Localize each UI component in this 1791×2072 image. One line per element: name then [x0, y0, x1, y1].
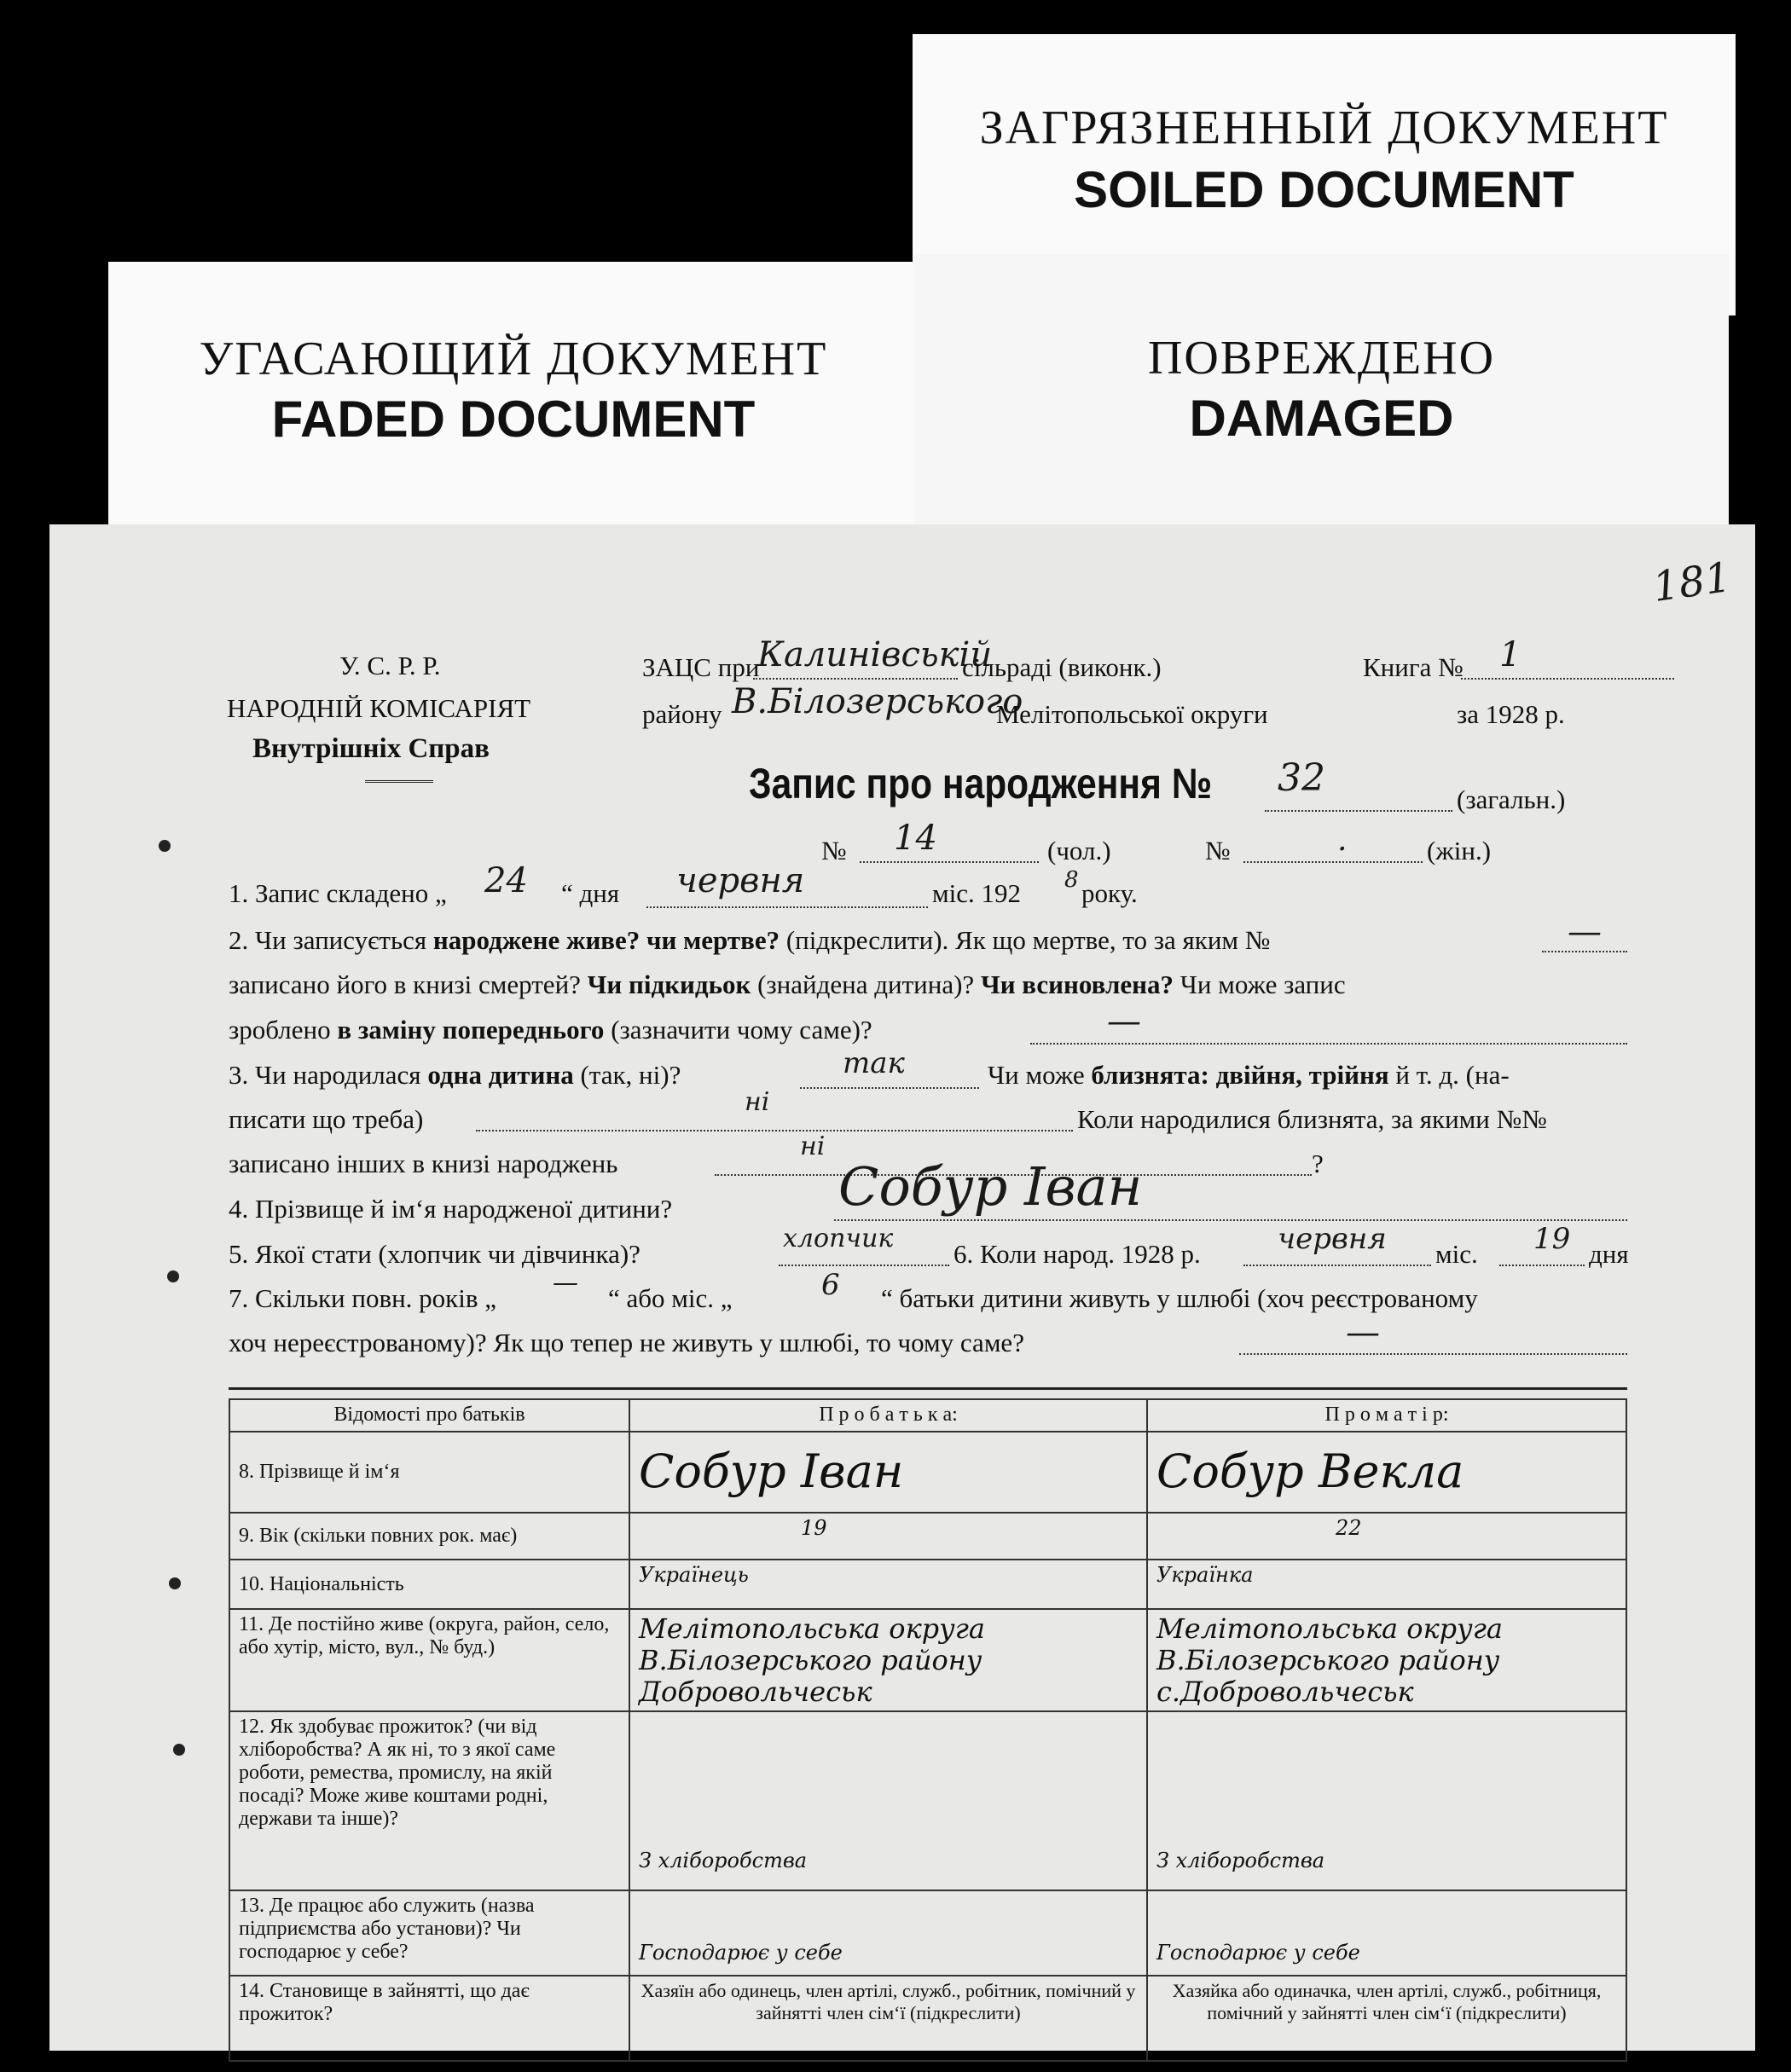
usrr-label: У. С. Р. Р. — [339, 651, 441, 680]
chol-value: 14 — [894, 819, 937, 858]
chol-label: (чол.) — [1047, 836, 1111, 865]
kniga-line — [1461, 678, 1674, 680]
zats-value: Калинівській — [757, 635, 993, 674]
child-name: Собур Іван — [838, 1155, 1143, 1218]
row-label: 12. Як здобуває прожиток? (чи від хліборобства? А як ні, то з якої саме роботи, ремества, промислу, на якій посаді? Може живе коштами родні, держави та інше)? — [229, 1711, 629, 1890]
item3-q: ? — [1312, 1149, 1324, 1178]
item2-death-no: — — [1568, 912, 1602, 952]
faded-ru-label: УГАСАЮЩИЙ ДОКУМЕНТ — [199, 333, 828, 385]
mother-residence: Мелітопольська округа В.Білозерського району с.Добровольчеськ — [1147, 1609, 1626, 1711]
damaged-ru-label: ПОВРЕЖДЕНО — [1147, 332, 1496, 385]
item1-label: 1. Запис складено „ — [229, 878, 447, 908]
mother-name: Собур Векла — [1147, 1432, 1626, 1513]
faded-document-card — [108, 262, 919, 560]
damaged-en-label: DAMAGED — [1189, 390, 1454, 447]
table-row — [229, 1560, 1626, 1609]
kniga-value: 1 — [1499, 635, 1521, 674]
mother-age: 22 — [1147, 1513, 1626, 1560]
father-nationality: Українець — [629, 1560, 1147, 1609]
item1-mis: міс. 192 — [932, 878, 1021, 908]
item3-line3: записано інших в книзі народжень — [229, 1149, 618, 1178]
record-title: Запис про народження № — [749, 760, 1213, 807]
rayonu-value: В.Білозерського — [732, 682, 1023, 721]
birth-month: червня — [1278, 1222, 1387, 1256]
item1-month: червня — [676, 861, 805, 900]
item2-line3: зроблено в заміну попереднього (зазначити чому саме)? — [229, 1015, 872, 1045]
punch-hole — [167, 1270, 179, 1282]
record-number-line — [1265, 810, 1452, 812]
table-header-row — [229, 1399, 1626, 1432]
parents-table — [229, 1398, 1627, 2062]
header-divider — [365, 780, 433, 783]
table-row — [229, 1711, 1626, 1890]
item6-mis: міс. — [1435, 1239, 1478, 1269]
zhin-no-label: № — [1205, 836, 1231, 865]
birth-month-line — [1243, 1265, 1431, 1266]
father-livelihood: З хліборобства — [629, 1711, 1147, 1890]
silradi-label: сільраді (виконк.) — [962, 652, 1162, 682]
item3-line2b: Коли народилися близнята, за якими №№ — [1077, 1104, 1547, 1134]
kniga-label: Книга № — [1363, 652, 1464, 682]
table-top-rule — [229, 1387, 1627, 1390]
chol-line — [860, 861, 1039, 863]
record-number: 32 — [1278, 756, 1325, 800]
mother-nationality: Українка — [1147, 1560, 1626, 1609]
mother-workplace: Господарює у себе — [1147, 1890, 1626, 1976]
damaged-card — [914, 254, 1729, 553]
marriage-reason-line — [1239, 1353, 1627, 1355]
item1-den: “ дня — [561, 878, 620, 908]
row-label: 10. Національність — [229, 1560, 629, 1609]
chol-no-label: № — [821, 836, 847, 865]
punch-hole — [159, 840, 171, 852]
item3-single: так — [843, 1046, 905, 1080]
father-name: Собур Іван — [629, 1432, 1147, 1513]
item1-roku: року. — [1081, 878, 1138, 908]
item2-replacement-line — [1030, 1043, 1627, 1045]
item3-line1a: 3. Чи народилася одна дитина (так, ні)? — [229, 1060, 681, 1090]
birth-record-sheet — [49, 524, 1755, 2051]
corner-number: 181 — [1649, 553, 1735, 612]
marriage-years: — — [553, 1268, 578, 1298]
zagal-label: (загальн.) — [1457, 784, 1566, 814]
item7-a: 7. Скільки повн. років „ — [229, 1283, 496, 1313]
item7-line2: хоч нереєстрованому)? Як що тепер не живуть у шлюбі, то чому саме? — [229, 1328, 1024, 1357]
item2-line1: 2. Чи записується народжене живе? чи мертве? (підкреслити). Як що мертве, то за яким № — [229, 925, 1271, 955]
soiled-ru-label: ЗАГРЯЗНЕННЫЙ ДОКУМЕНТ — [979, 101, 1669, 154]
row-label: 13. Де працює або служить (назва підприємства або установи)? Чи господарює у себе? — [229, 1890, 629, 1976]
item1-month-line — [646, 906, 928, 908]
zhin-line — [1243, 861, 1423, 863]
table-row — [229, 1609, 1626, 1711]
row-label: 9. Вік (скільки повних рок. має) — [229, 1513, 629, 1560]
item7-b: “ або міс. „ — [608, 1283, 733, 1313]
father-status: Хазяїн або одинець, член артілі, служб., робітник, помічний у зайнятті член сім‘ї (підкреслити) — [629, 1976, 1147, 2061]
table-row — [229, 1432, 1626, 1513]
soiled-en-label: SOILED DOCUMENT — [1074, 161, 1574, 218]
rayonu-label: району — [642, 699, 722, 729]
item5-label: 5. Якої стати (хлопчик чи дівчинка)? — [229, 1239, 640, 1269]
item3-twins-line — [476, 1130, 1073, 1131]
header-mother: П р о м а т і р: — [1147, 1399, 1626, 1432]
row-label: 14. Становище в зайнятті, що дає прожиток? — [229, 1976, 629, 2061]
item3-others: ні — [800, 1131, 826, 1161]
father-residence: Мелітопольська округа В.Білозерського району Добровольчеськ — [629, 1609, 1147, 1711]
marriage-reason: — — [1346, 1313, 1380, 1352]
item4-label: 4. Прізвище й ім‘я народженої дитини? — [229, 1194, 673, 1224]
item2-death-line — [1542, 951, 1627, 952]
item6-label: 6. Коли народ. 1928 р. — [953, 1239, 1201, 1269]
item3-line2a: писати що треба) — [229, 1104, 424, 1134]
child-sex: хлопчик — [783, 1224, 894, 1253]
table-row — [229, 1890, 1626, 1976]
okrug-label: Мелітопольської округи — [996, 699, 1268, 729]
mother-status: Хазяйка або одиначка, член артілі, служб., робітниця, помічний у зайнятті член сім‘ї (підкреслити) — [1147, 1976, 1626, 2061]
item3-single-line — [800, 1087, 979, 1089]
zats-prefix: ЗАЦС при — [642, 652, 760, 682]
mother-livelihood: З хліборобства — [1147, 1711, 1626, 1890]
item6-dnya: дня — [1589, 1239, 1629, 1269]
header-father: П р о б а т ь к а: — [629, 1399, 1147, 1432]
row-label: 8. Прізвище й ім‘я — [229, 1432, 629, 1513]
zhin-label: (жін.) — [1427, 836, 1492, 865]
father-age: 19 — [629, 1513, 1147, 1560]
dept-label: Внутрішніх Справ — [252, 733, 490, 764]
faded-en-label: FADED DOCUMENT — [271, 391, 756, 448]
birth-day-line — [1499, 1265, 1585, 1266]
item7-c: “ батьки дитини живуть у шлюбі (хоч реєстрованому — [881, 1283, 1478, 1313]
birth-day: 19 — [1533, 1222, 1571, 1256]
father-workplace: Господарює у себе — [629, 1890, 1147, 1976]
header-parents-info: Відомості про батьків — [229, 1399, 629, 1432]
table-row — [229, 1513, 1626, 1560]
punch-hole — [173, 1744, 185, 1756]
zhin-value: . — [1337, 823, 1348, 858]
marriage-months: 6 — [821, 1268, 840, 1302]
item2-line2: записано його в книзі смертей? Чи підкидьок (знайдена дитина)? Чи всиновлена? Чи може запис — [229, 969, 1346, 999]
row-label: 11. Де постійно живе (округа, район, село, або хутір, місто, вул., № буд.) — [229, 1609, 629, 1711]
item3-line1b: Чи може близнята: двійня, трійня й т. д. (на- — [988, 1060, 1510, 1090]
item1-day: 24 — [484, 861, 528, 900]
punch-hole — [169, 1577, 181, 1589]
year-label: за 1928 р. — [1457, 699, 1565, 729]
commissariat-label: НАРОДНІЙ КОМІСАРІЯТ — [227, 693, 531, 723]
child-sex-line — [779, 1265, 949, 1266]
item1-year: 8 — [1064, 867, 1079, 893]
table-row — [229, 1976, 1626, 2061]
item3-twins: ні — [745, 1087, 770, 1117]
item2-replacement: — — [1107, 1002, 1141, 1041]
zats-line — [753, 678, 958, 680]
child-name-line — [834, 1219, 1627, 1221]
